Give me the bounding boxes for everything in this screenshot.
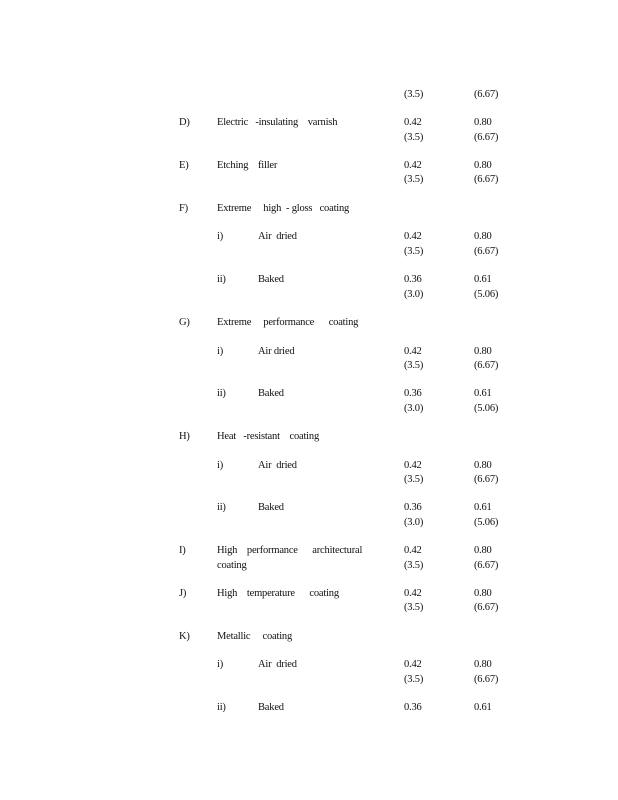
value-cell: 0.42 <box>404 460 422 471</box>
value-cell: (3.5) <box>404 474 424 485</box>
value-cell: 0.80 <box>474 346 492 357</box>
value-cell: 0.42 <box>404 117 422 128</box>
sub-item-name: Air dried <box>258 460 297 471</box>
value-cell: (3.0) <box>404 289 424 300</box>
sub-item-number: ii) <box>217 388 226 399</box>
sub-item-name: Air dried <box>258 659 297 670</box>
sub-item-name: Air dried <box>258 231 297 242</box>
value-cell: (3.5) <box>404 174 424 185</box>
item-letter: G) <box>179 317 190 328</box>
value-cell: 0.80 <box>474 231 492 242</box>
value-cell: (3.5) <box>404 674 424 685</box>
value-cell: 0.61 <box>474 502 492 513</box>
value-cell: (6.67) <box>474 89 499 100</box>
value-cell: 0.80 <box>474 588 492 599</box>
item-letter: F) <box>179 203 188 214</box>
value-cell: (3.5) <box>404 132 424 143</box>
item-description: High performance architectural <box>217 545 363 556</box>
sub-item-name: Air dried <box>258 346 295 357</box>
value-cell: (5.06) <box>474 289 499 300</box>
item-letter: D) <box>179 117 190 128</box>
sub-item-number: ii) <box>217 274 226 285</box>
value-cell: 0.42 <box>404 588 422 599</box>
value-cell: (6.67) <box>474 560 499 571</box>
value-cell: (3.5) <box>404 89 424 100</box>
item-description: Heat -resistant coating <box>217 431 319 442</box>
sub-item-name: Baked <box>258 702 284 713</box>
value-cell: (6.67) <box>474 360 499 371</box>
value-cell: 0.42 <box>404 659 422 670</box>
sub-item-number: i) <box>217 659 224 670</box>
value-cell: 0.42 <box>404 231 422 242</box>
item-description: Extreme high - gloss coating <box>217 203 350 214</box>
value-cell: 0.42 <box>404 545 422 556</box>
value-cell: 0.61 <box>474 388 492 399</box>
value-cell: (3.5) <box>404 560 424 571</box>
value-cell: 0.36 <box>404 702 422 713</box>
value-cell: (3.5) <box>404 246 424 257</box>
item-letter: I) <box>179 545 186 556</box>
item-letter: K) <box>179 631 190 642</box>
value-cell: (3.0) <box>404 517 424 528</box>
value-cell: 0.36 <box>404 388 422 399</box>
sub-item-number: i) <box>217 460 224 471</box>
value-cell: (3.5) <box>404 360 424 371</box>
item-letter: H) <box>179 431 190 442</box>
sub-item-name: Baked <box>258 388 284 399</box>
sub-item-number: ii) <box>217 702 226 713</box>
value-cell: (6.67) <box>474 474 499 485</box>
value-cell: 0.42 <box>404 160 422 171</box>
value-cell: (3.0) <box>404 403 424 414</box>
value-cell: 0.80 <box>474 659 492 670</box>
item-description: Extreme performance coating <box>217 317 359 328</box>
value-cell: 0.80 <box>474 460 492 471</box>
item-description: Electric -insulating varnish <box>217 117 338 128</box>
sub-item-name: Baked <box>258 502 284 513</box>
sub-item-number: i) <box>217 346 224 357</box>
value-cell: (6.67) <box>474 174 499 185</box>
sub-item-number: i) <box>217 231 224 242</box>
item-description: Etching filler <box>217 160 278 171</box>
value-cell: (6.67) <box>474 132 499 143</box>
value-cell: 0.80 <box>474 117 492 128</box>
item-letter: J) <box>179 588 187 599</box>
value-cell: 0.61 <box>474 702 492 713</box>
value-cell: 0.36 <box>404 502 422 513</box>
value-cell: 0.80 <box>474 545 492 556</box>
value-cell: 0.80 <box>474 160 492 171</box>
value-cell: (5.06) <box>474 403 499 414</box>
value-cell: (6.67) <box>474 602 499 613</box>
value-cell: (3.5) <box>404 602 424 613</box>
sub-item-name: Baked <box>258 274 284 285</box>
value-cell: 0.42 <box>404 346 422 357</box>
value-cell: 0.36 <box>404 274 422 285</box>
item-description-continued: coating <box>217 560 247 571</box>
item-letter: E) <box>179 160 189 171</box>
value-cell: (5.06) <box>474 517 499 528</box>
sub-item-number: ii) <box>217 502 226 513</box>
value-cell: (6.67) <box>474 246 499 257</box>
value-cell: (6.67) <box>474 674 499 685</box>
item-description: High temperature coating <box>217 588 339 599</box>
item-description: Metallic coating <box>217 631 293 642</box>
value-cell: 0.61 <box>474 274 492 285</box>
